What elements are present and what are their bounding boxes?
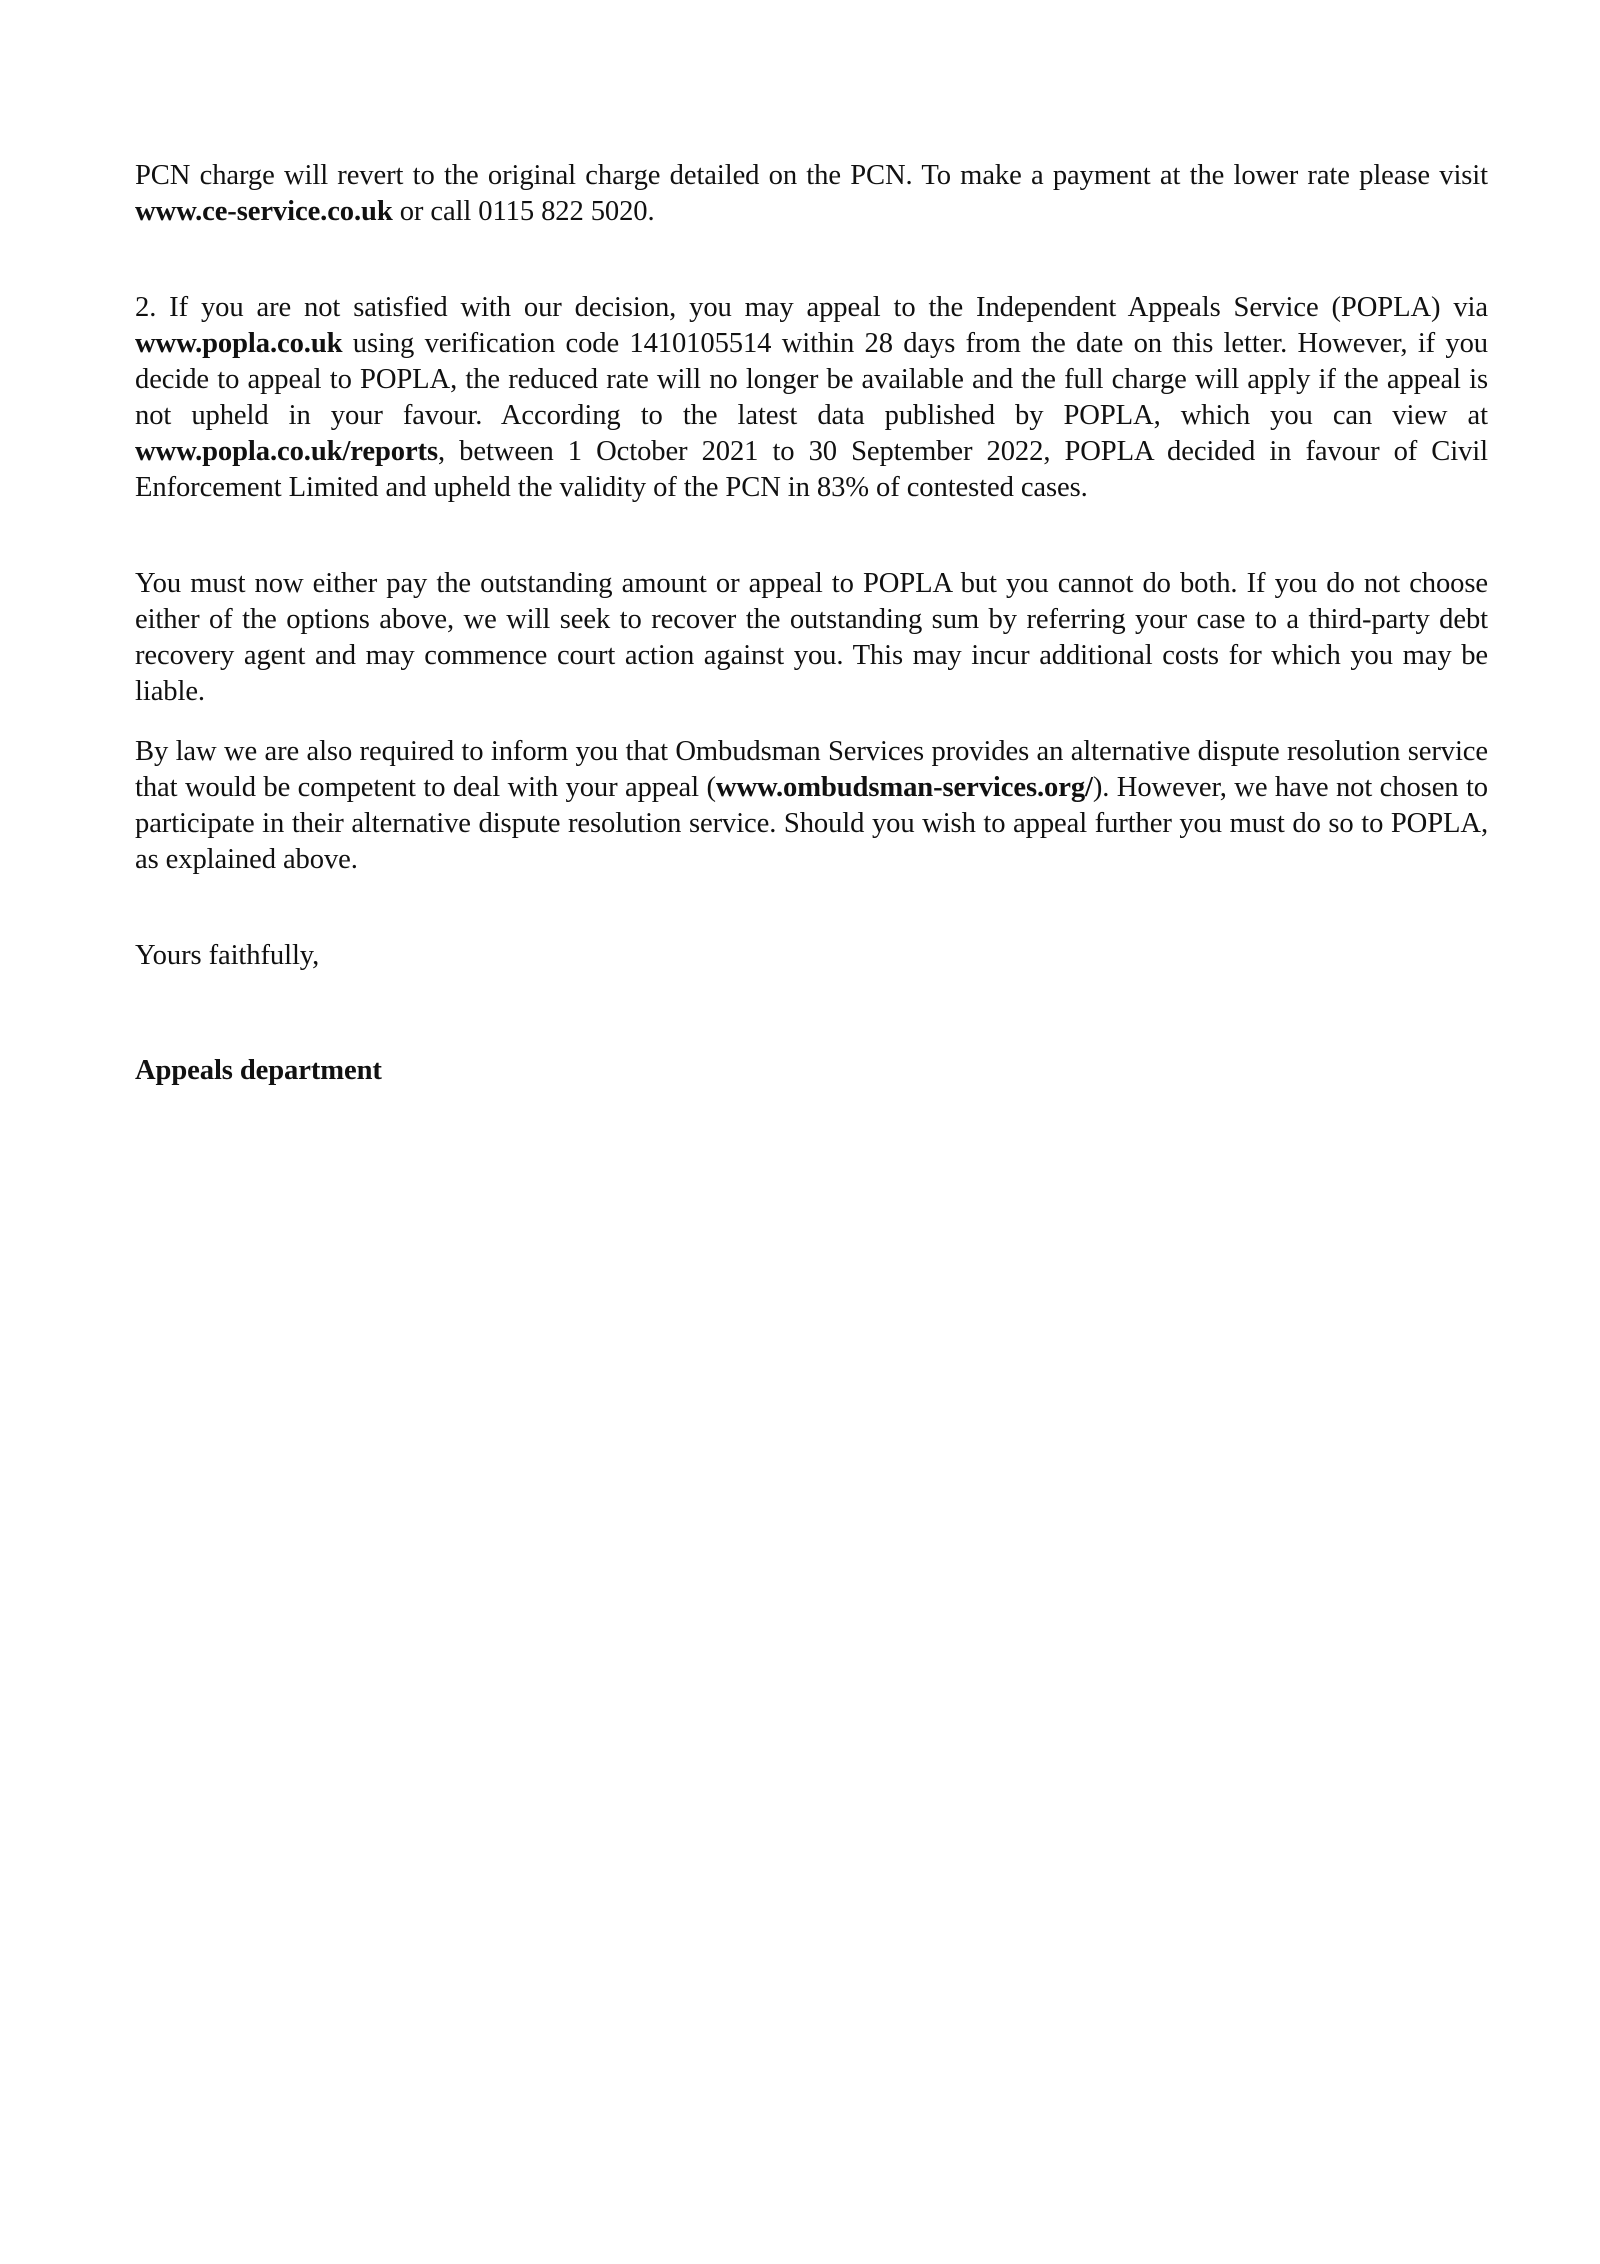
payment-phone-text: or call 0115 822 5020. — [392, 196, 655, 227]
ce-service-link[interactable]: www.ce-service.co.uk — [135, 196, 393, 227]
closing-salutation: Yours faithfully, — [135, 940, 320, 971]
payment-text: PCN charge will revert to the original charge detailed on the PCN. To make a payment at the lower rate please visit — [135, 160, 1488, 191]
signature: Appeals department — [135, 1055, 382, 1086]
popla-stats-text: , between 1 October 2021 to 30 September 2022, POPLA decided in favour of Civil Enforcement Limited and upheld the validity of the PCN in 83% of contested cases. — [135, 436, 1488, 503]
options-paragraph: You must now either pay the outstanding amount or appeal to POPLA but you cannot do both. If you do not choose either of the options above, we will seek to recover the outstanding sum by referring your case to a third-party debt recovery agent and may commence court action against you. This may incur additional costs for which you may be liable. — [135, 568, 1488, 707]
payment-paragraph — [135, 158, 1488, 230]
letter-page — [135, 158, 1488, 1089]
popla-intro-text: 2. If you are not satisfied with our decision, you may appeal to the Independent Appeals Service (POPLA) via — [135, 292, 1488, 323]
popla-link[interactable]: www.popla.co.uk — [135, 328, 343, 359]
ombudsman-details-text: ). However, we have not chosen to participate in their alternative dispute resolution service. Should you wish to appeal further you must do so to POPLA, as explained above. — [135, 772, 1488, 875]
popla-reports-link[interactable]: www.popla.co.uk/reports — [135, 436, 439, 467]
ombudsman-paragraph — [135, 734, 1488, 878]
popla-details-text: using verification code 1410105514 within 28 days from the date on this letter. However, if you decide to appeal to POPLA, the reduced rate will no longer be available and the full charge will apply if the appeal is not upheld in your favour. According to the latest data published by POPLA, which you can view at — [135, 328, 1488, 431]
ombudsman-link[interactable]: www.ombudsman-services.org/ — [715, 772, 1093, 803]
popla-appeal-paragraph — [135, 290, 1488, 506]
ombudsman-intro-text: By law we are also required to inform you that Ombudsman Services provides an alternative dispute resolution service that would be competent to deal with your appeal ( — [135, 736, 1488, 803]
